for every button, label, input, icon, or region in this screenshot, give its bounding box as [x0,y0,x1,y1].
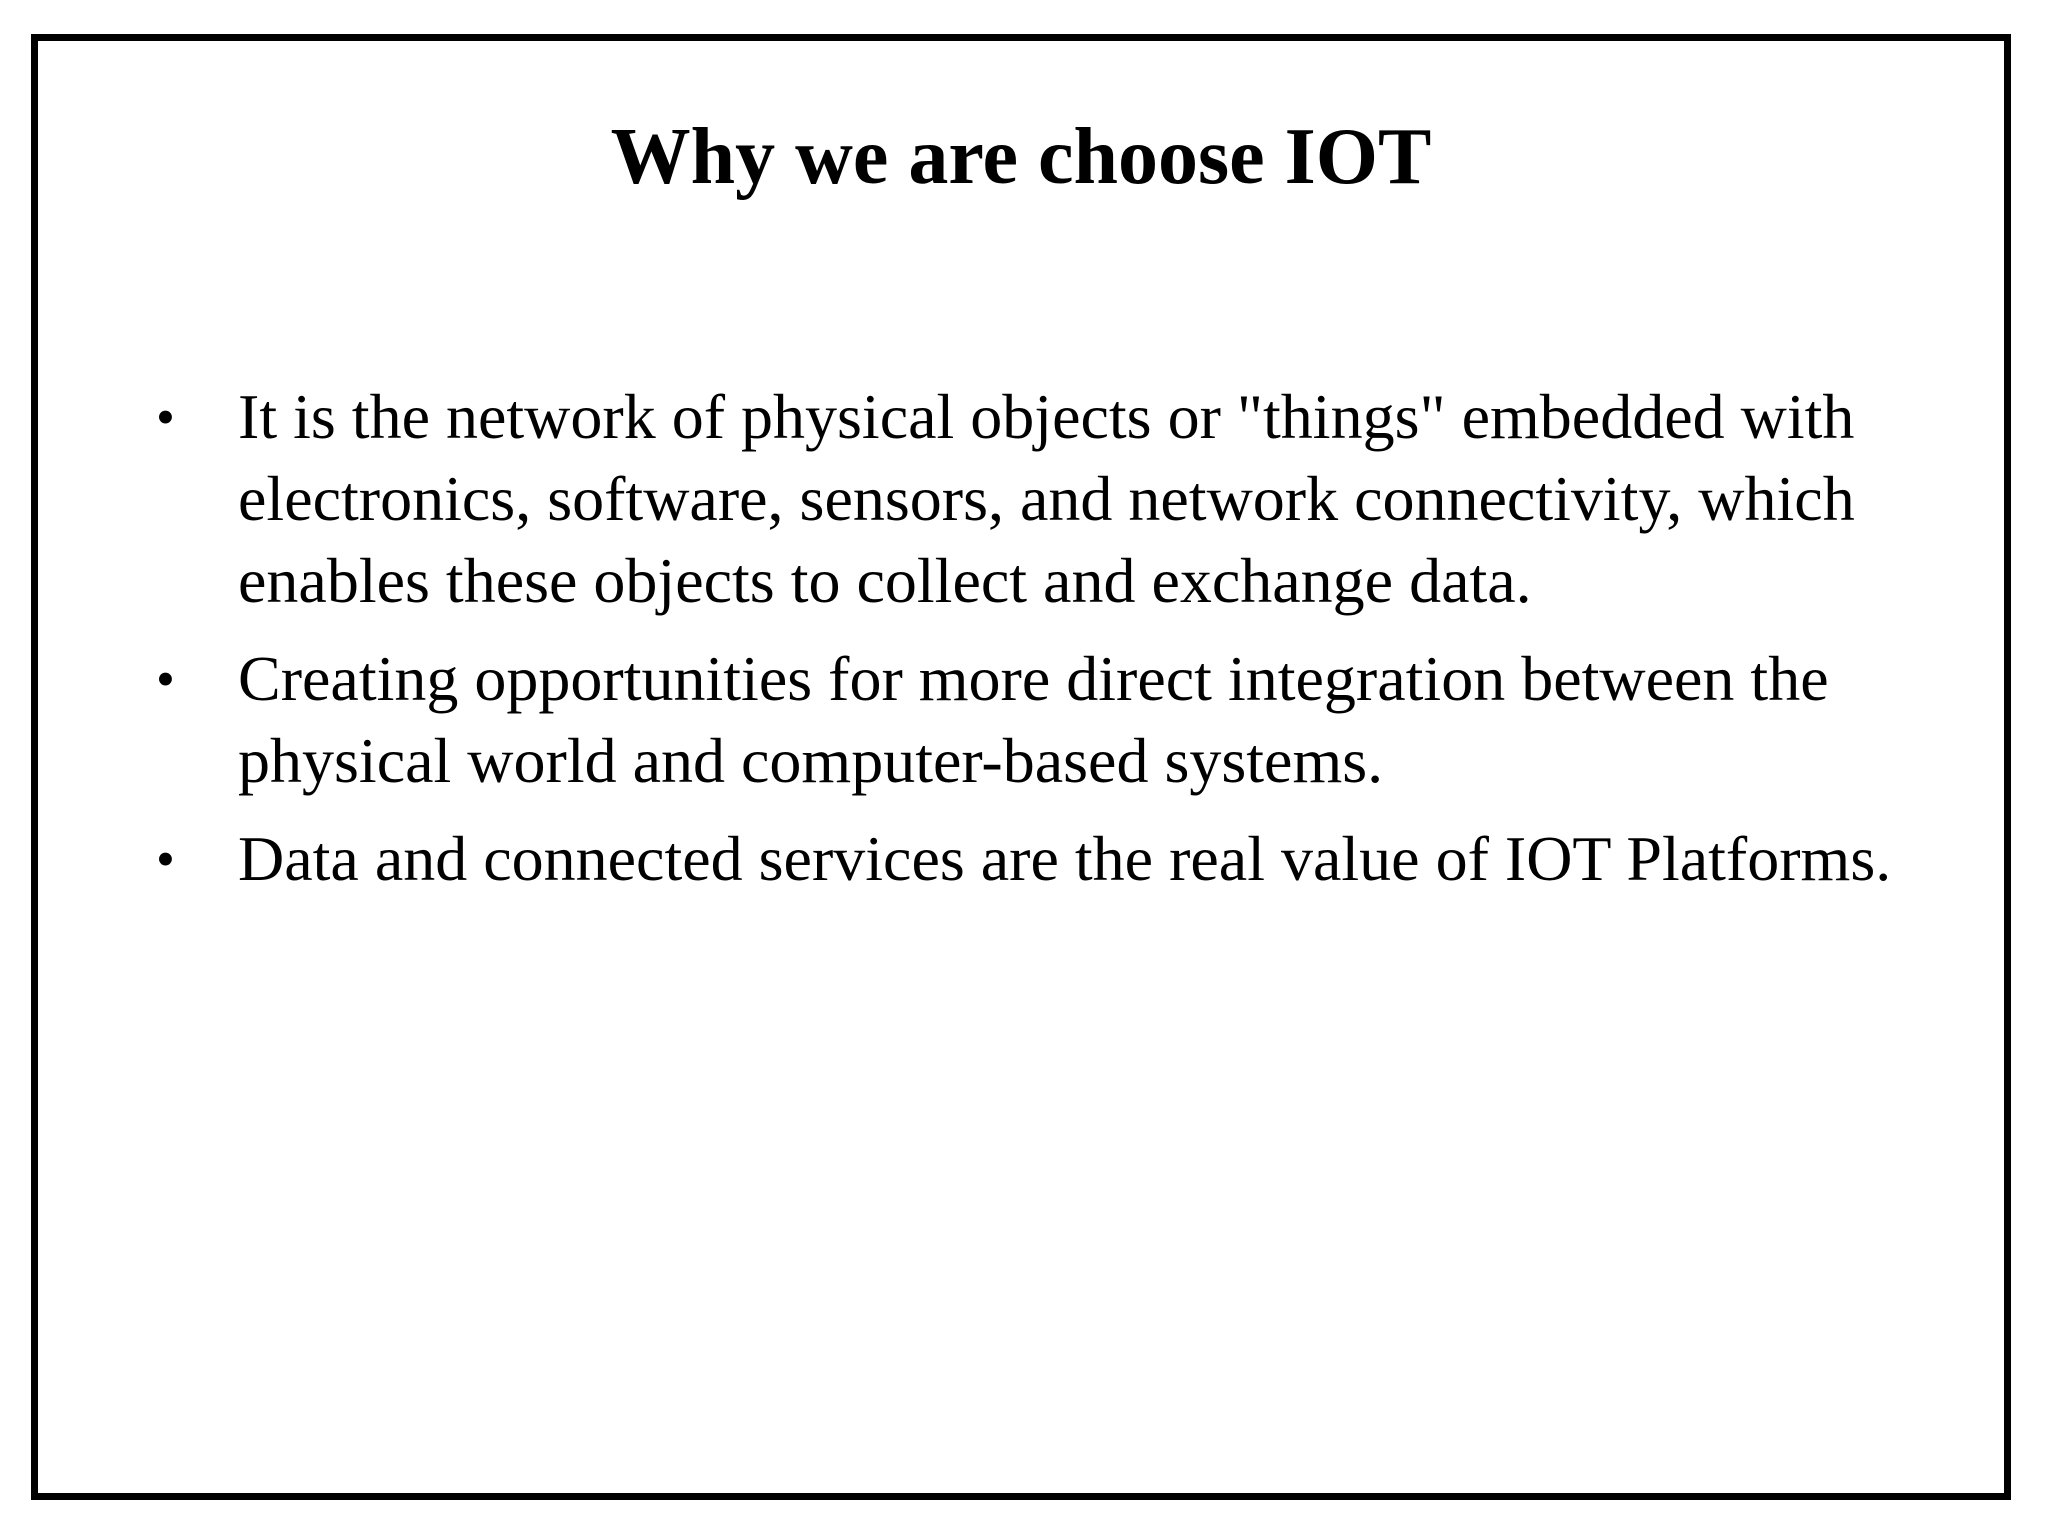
slide-title: Why we are choose IOT [610,113,1432,201]
bullet-text: Data and connected services are the real value of IOT Platforms. [238,823,1892,894]
bullet-dot-icon: • [156,387,175,447]
bullet-dot-icon: • [156,649,175,709]
bullet-item [126,376,2016,622]
bullet-list [126,376,2016,916]
bullet-text: It is the network of physical objects or "things" embedded with electronics, software, sensors, and network connectivity, which enables these objects to collect and exchange data. [238,381,1855,616]
bullet-item [126,818,2016,900]
slide-frame [31,34,2011,1500]
bullet-item [126,638,2016,802]
bullet-dot-icon: • [156,829,175,889]
bullet-text: Creating opportunities for more direct integration between the physical world and computer-based systems. [238,643,1829,796]
